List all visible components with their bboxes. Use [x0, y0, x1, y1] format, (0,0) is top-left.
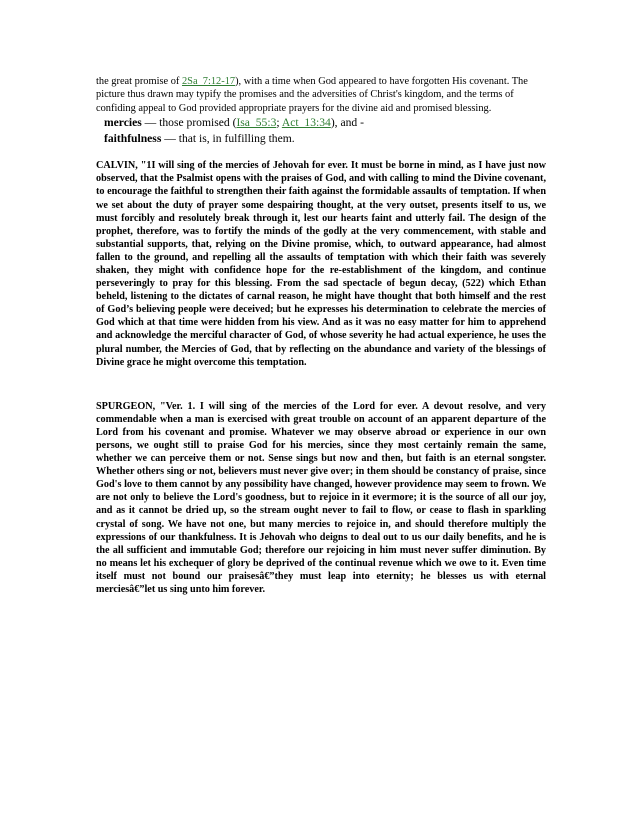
term-faithfulness: faithfulness: [104, 132, 162, 146]
intro-paragraph: [96, 75, 546, 115]
spurgeon-commentary: SPURGEON, "Ver. 1. I will sing of the mercies of the Lord for ever. A devout resolve, and very commendable when a man is exercised with great trouble on account of an apparent departure of the Lord from his covenant and promise. Whatever we may observe abroad or experience in our own persons, we ought still to praise God for his mercies, since they most certainly remain the same, whether we can perceive them or not. Sense sings but now and then, but faith is an eternal songster. Whether others sing or not, believers must never give over; in them should be constancy of praise, since God's love to them cannot by any possibility have changed, however providence may seem to frown. We are not only to believe the Lord's goodness, but to rejoice in it evermore; it is the source of all our joy, and as it cannot be dried up, so the stream ought never to fail to flow, or cease to flash in sparkling crystal of song. We have not one, but many mercies to rejoice in, and should therefore multiply the expressions of our thankfulness. It is Jehovah who deigns to deal out to us our daily benefits, and he is the all sufficient and immutable God; therefore our rejoicing in him must never suffer diminution. By no means let his exchequer of glory be deprived of the continual revenue which we owe to it. Even time itself must not bound our praisesâ€”they must leap into eternity; he blesses us with eternal merciesâ€”let us sing unto him forever.: [96, 400, 546, 596]
calvin-commentary: CALVIN, "1I will sing of the mercies of Jehovah for ever. It must be borne in mind, as I have just now observed, that the Psalmist opens with the praises of God, and with calling to mind the Divine covenant, to encourage the faithful to strengthen their faith against the formidable assaults of temptation. If when we set about the duty of prayer some despairing thought, at the very outset, presents itself to us, we must forcibly and resolutely break through it, lest our hearts faint and utterly fail. The design of the prophet, therefore, was to fortify the minds of the godly at the very commencement, with stable and substantial supports, that, relying on the Divine promise, which, to outward appearance, had almost fallen to the ground, and repelling all the assaults of temptation with which their faith was severely shaken, they might with confidence hope for the re-establishment of the kingdom, and continue perseveringly to pray for this blessing. From the sad spectacle of begun decay, (522) which Ethan beheld, listening to the dictates of carnal reason, he might have thought that both himself and the rest of God’s believing people were deceived; but he expresses his determination to celebrate the mercies of God which at that time were hidden from his view. And as it was no easy matter for him to apprehend and acknowledge the merciful character of God, of whose severity he had actual experience, he uses the plural number, the Mercies of God, that by reflecting on the abundance and variety of the blessings of Divine grace he might overcome this temptation.: [96, 160, 546, 368]
scripture-link-isa[interactable]: Isa_55:3: [236, 116, 277, 130]
definition-mercies: [96, 115, 546, 131]
mercies-separator: ;: [276, 116, 282, 130]
scripture-link-act[interactable]: Act_13:34: [281, 116, 331, 130]
intro-text-rest: ), with a time when God appeared to have forgotten His covenant. The picture thus drawn may typify the promises and the adversities of Christ's kingdom, and the terms of confiding appeal to God provided appropriate prayers for the divine aid and promised blessing.: [96, 76, 528, 114]
intro-text-start: the great promise of: [96, 76, 182, 87]
definition-faithfulness: [96, 131, 546, 147]
term-mercies: mercies: [104, 116, 142, 130]
mercies-end: ), and -: [330, 116, 364, 130]
scripture-link-2sa[interactable]: 2Sa_7:12-17: [181, 76, 236, 87]
document-page: [96, 75, 546, 596]
mercies-text: — those promised (: [141, 116, 237, 130]
faithfulness-text: — that is, in fulfilling them.: [161, 132, 295, 146]
